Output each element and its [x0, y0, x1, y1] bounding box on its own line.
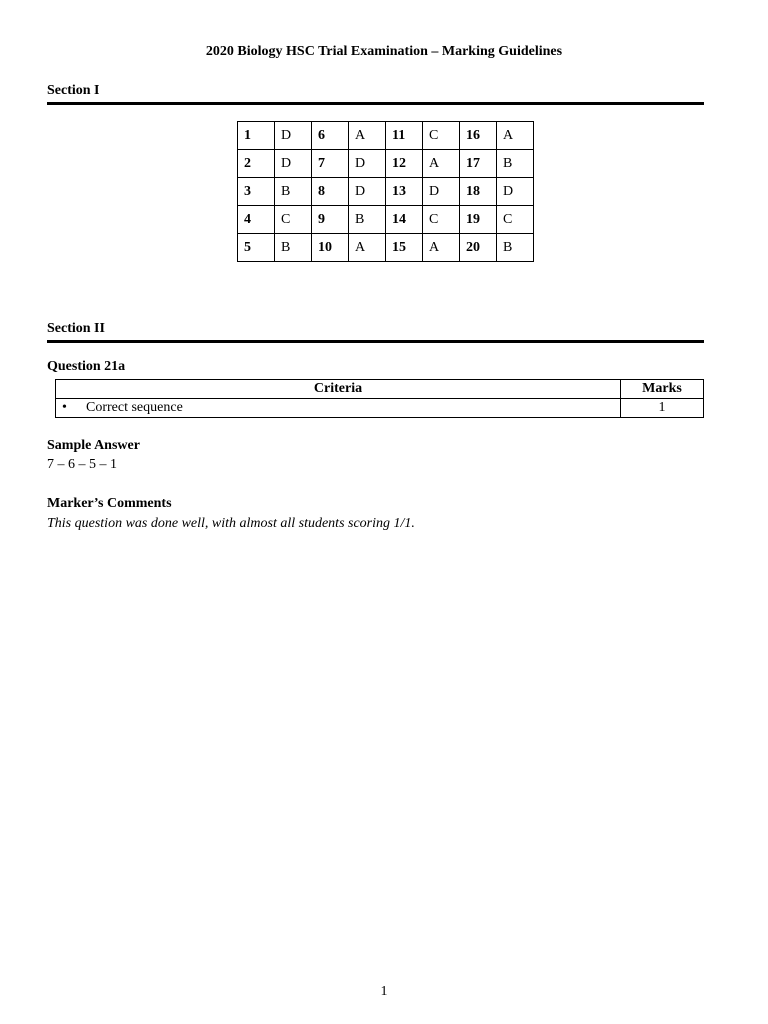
question-number: 9: [312, 206, 349, 234]
question-number: 17: [460, 150, 497, 178]
question-number: 1: [238, 122, 275, 150]
marks-header: Marks: [621, 380, 704, 399]
answer-letter: B: [349, 206, 386, 234]
question-number: 19: [460, 206, 497, 234]
question-number: 18: [460, 178, 497, 206]
answer-letter: B: [497, 234, 534, 262]
question-number: 8: [312, 178, 349, 206]
answer-letter: D: [349, 150, 386, 178]
question-number: 10: [312, 234, 349, 262]
answer-letter: B: [497, 150, 534, 178]
answer-letter: D: [275, 122, 312, 150]
answer-letter: D: [423, 178, 460, 206]
answer-row: [238, 178, 534, 206]
answer-letter: A: [423, 150, 460, 178]
answer-row: [238, 122, 534, 150]
criteria-text: Correct sequence: [86, 400, 183, 415]
document-title: 2020 Biology HSC Trial Examination – Marking Guidelines: [205, 44, 563, 59]
question-number: 14: [386, 206, 423, 234]
section-1-heading: Section I: [47, 83, 100, 98]
question-number: 3: [238, 178, 275, 206]
answer-letter: A: [497, 122, 534, 150]
question-number: 15: [386, 234, 423, 262]
question-number: 20: [460, 234, 497, 262]
question-number: 13: [386, 178, 423, 206]
section-1-divider: [47, 102, 704, 105]
markers-comments-text: This question was done well, with almost all students scoring 1/1.: [47, 516, 415, 531]
answer-letter: C: [423, 122, 460, 150]
question-number: 12: [386, 150, 423, 178]
answer-key-table: [237, 121, 534, 262]
answer-letter: A: [423, 234, 460, 262]
question-number: 6: [312, 122, 349, 150]
answer-letter: B: [275, 178, 312, 206]
answer-letter: A: [349, 122, 386, 150]
answer-letter: C: [275, 206, 312, 234]
criteria-cell: [56, 399, 621, 418]
answer-letter: C: [423, 206, 460, 234]
markers-comments-heading: Marker’s Comments: [47, 496, 172, 511]
answer-row: [238, 234, 534, 262]
question-number: 7: [312, 150, 349, 178]
answer-letter: A: [349, 234, 386, 262]
question-heading: Question 21a: [47, 359, 126, 374]
answer-letter: C: [497, 206, 534, 234]
question-number: 4: [238, 206, 275, 234]
criteria-header: Criteria: [56, 380, 621, 399]
bullet-icon: •: [62, 400, 67, 415]
answer-row: [238, 206, 534, 234]
question-number: 2: [238, 150, 275, 178]
section-2-divider: [47, 340, 704, 343]
section-2-heading: Section II: [47, 321, 105, 336]
answer-letter: D: [497, 178, 534, 206]
question-number: 16: [460, 122, 497, 150]
criteria-row: [56, 399, 704, 418]
criteria-table: [55, 379, 704, 418]
question-number: 5: [238, 234, 275, 262]
answer-letter: D: [349, 178, 386, 206]
sample-answer-heading: Sample Answer: [47, 438, 140, 453]
marks-cell: 1: [621, 399, 704, 418]
answer-row: [238, 150, 534, 178]
answer-letter: B: [275, 234, 312, 262]
answer-letter: D: [275, 150, 312, 178]
question-number: 11: [386, 122, 423, 150]
page-number: 1: [380, 984, 388, 999]
sample-answer-text: 7 – 6 – 5 – 1: [47, 457, 117, 472]
